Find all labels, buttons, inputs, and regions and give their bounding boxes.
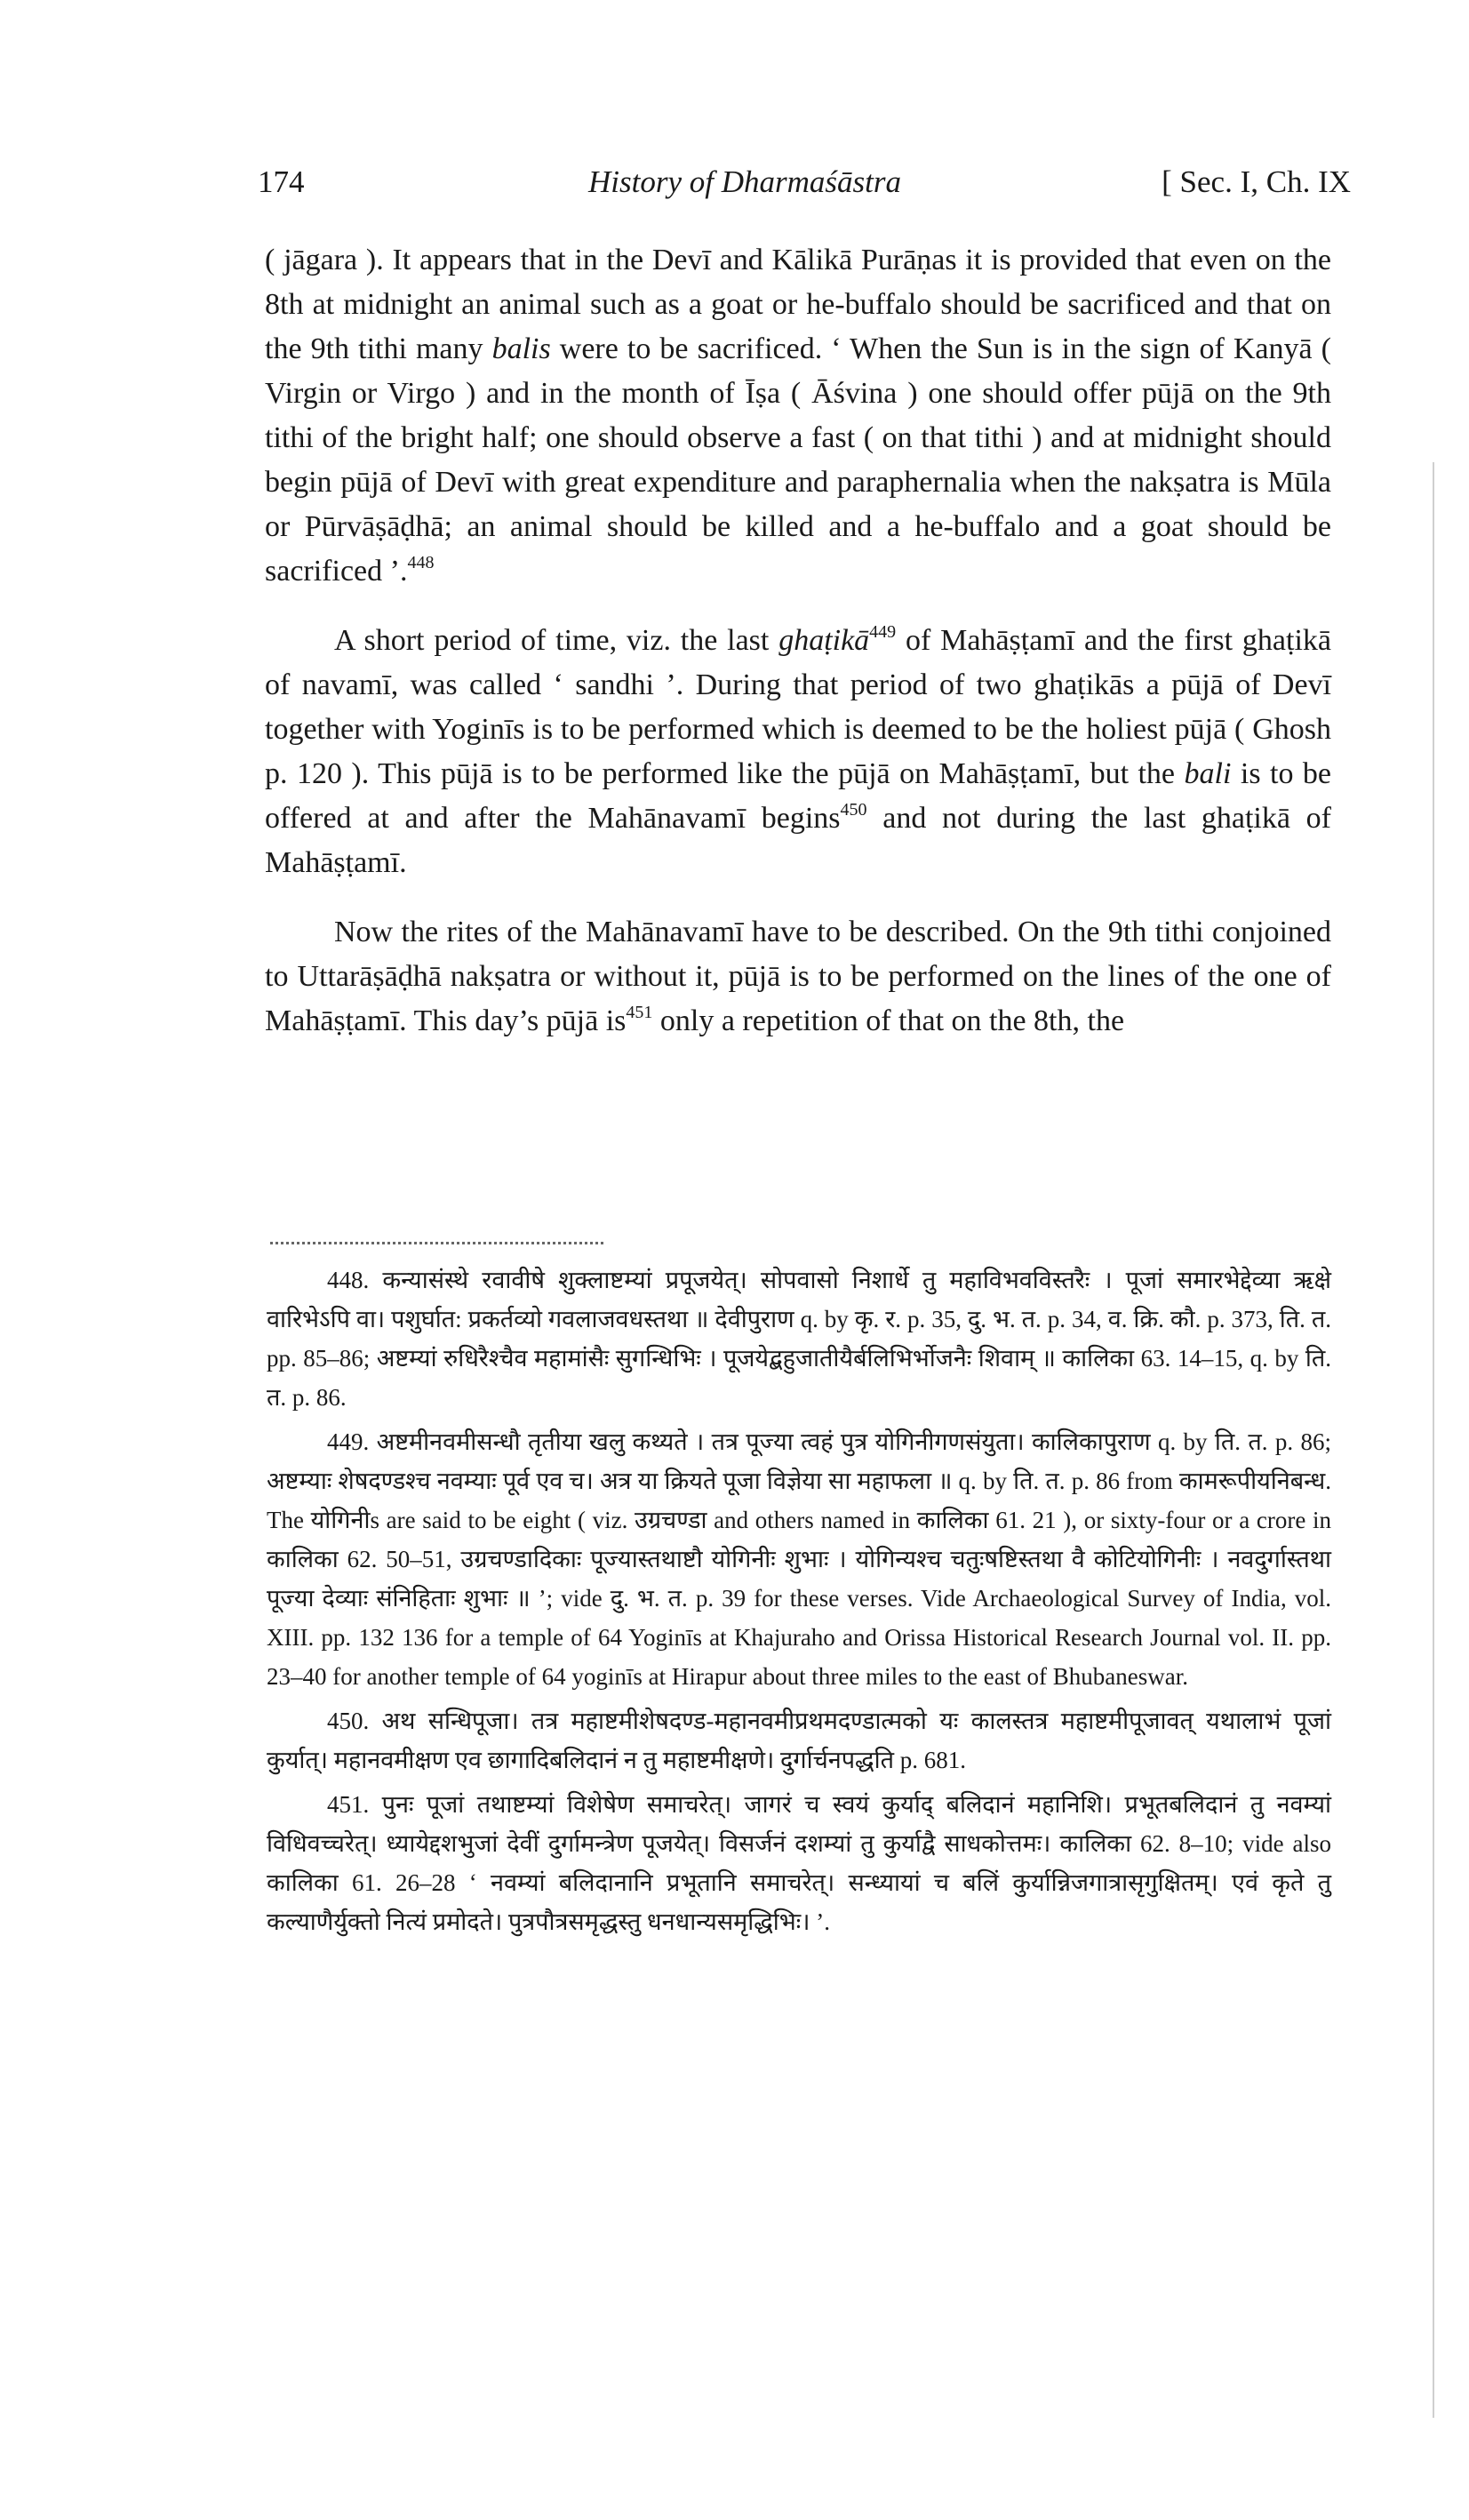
section-label: [ Sec. I, Ch. IX bbox=[1162, 164, 1351, 199]
footnote-450: 450. अथ सन्धिपूजा। तत्र महाष्टमीशेषदण्ड-महानवमीप्रथमदण्डात्मको यः कालस्तत्र महाष्टमीपूजावत् यथालाभं पूजां कुर्यात्। महानवमीक्षण एव छागादिबलिदानं न तु महाष्टमीक्षणे। दुर्गार्चनपद्धति p. 681. bbox=[267, 1708, 1331, 1773]
footnote-449: 449. अष्टमीनवमीसन्धौ तृतीया खलु कथ्यते । तत्र पूज्या त्वहं पुत्र योगिनीगणसंयुता। कालिकापुराण q. by ति. त. p. 86; अष्टम्याः शेषदण्डश्च नवम्याः पूर्व एव च। अत्र या क्रियते पूजा विज्ञेया सा महाफला ॥ q. by ति. त. p. 86 from कामरूपीयनिबन्ध. The योगिनीs are said to be eight ( viz. उग्रचण्डा and others named in कालिका 61. 21 ), or sixty-four or a crore in कालिका 62. 50–51, उग्रचण्डादिकाः पूज्यास्तथाष्टौ योगिनीः शुभाः । योगिन्यश्च चतुःषष्टिस्तथा वै कोटियोगिनीः । नवदुर्गास्तथा पूज्या देव्याः संनिहिताः शुभाः ॥ ’; vide दु. भ. त. p. 39 for these verses. Vide Archaeological Survey of India, vol. XIII. pp. 132 136 for a temple of 64 Yoginīs at Khajuraho and Orissa Historical Research Journal vol. II. pp. 23–40 for another temple of 64 yoginīs at Hirapur about three miles to the east of Bhubaneswar. bbox=[267, 1428, 1331, 1690]
footnote-ref-451: 451 bbox=[626, 1003, 653, 1022]
footnote-448: 448. कन्यासंस्थे रवावीषे शुक्लाष्टम्यां प्रपूजयेत्। सोपवासो निशार्धे तु महाविभवविस्तरैः । पूजां समारभेद्देव्या ऋक्षे वारिभेऽपि वा। पशुर्घात: प्रकर्तव्यो गवलाजवधस्तथा ॥ देवीपुराण q. by कृ. र. p. 35, दु. भ. त. p. 34, व. क्रि. कौ. p. 373, ति. त. pp. 85–86; अष्टम्यां रुधिरैश्चैव महामांसैः सुगन्धिभिः । पूजयेद्बहुजातीयैर्बलिभिर्भोजनैः शिवाम् ॥ कालिका 63. 14–15, q. by ति. त. p. 86. bbox=[267, 1267, 1331, 1411]
paragraph-1: ( jāgara ). It appears that in the Devī and Kālikā Purāṇas it is provided that even on the 8th at midnight an animal such as a goat or he-buffalo should be sacrificed and that on the 9th tithi many balis were to be sacrificed. ‘ When the Sun is in the sign of Kanyā ( Virgin or Virgo ) and in the month of Īṣa ( Āśvina ) one should offer pūjā on the 9th tithi of the bright half; one should observe a fast ( on that tithi ) and at midnight should begin pūjā of Devī with great expenditure and paraphernalia when the nakṣatra is Mūla or Pūrvāṣāḍhā; an animal should be killed and a he-buffalo and a goat should be sacrificed ’.$^{448}$ bbox=[265, 244, 1331, 588]
footnote-ref-448: 448 bbox=[407, 553, 435, 572]
main-text bbox=[265, 238, 1331, 1068]
book-title: History of Dharmaśāstra bbox=[588, 164, 901, 199]
paragraph-2: A short period of time, viz. the last ghaṭikā$^{449}$ of Mahāṣṭamī and the first ghaṭikā of navamī, was called ‘ sandhi ’. During that period of two ghaṭikās a pūjā of Devī together with Yoginīs is to be performed which is deemed to be the holiest pūjā ( Ghosh p. 120 ). This pūjā is to be performed like the pūjā on Mahāṣṭamī, but the bali is to be offered at and after the Mahānavamī begins$^{450}$ and not during the last ghaṭikā of Mahāṣṭamī. bbox=[265, 622, 1332, 879]
footnote-divider bbox=[270, 1242, 603, 1244]
scan-edge-line bbox=[1433, 462, 1434, 2418]
paragraph-3: Now the rites of the Mahānavamī have to be described. On the 9th tithi conjoined to Uttarāṣāḍhā nakṣatra or without it, pūjā is to be performed on the lines of the one of Mahāṣṭamī. This day’s pūjā $is^{451}$ only a repetition of that on the 8th, the bbox=[265, 916, 1331, 1037]
footnotes bbox=[267, 1260, 1331, 1947]
running-header bbox=[258, 164, 1351, 209]
footnote-451: 451. पुनः पूजां तथाष्टम्यां विशेषेण समाचरेत्। जागरं च स्वयं कुर्याद् बलिदानं महानिशि। प्रभूतबलिदानं तु नवम्यां विधिवच्चरेत्। ध्यायेद्दशभुजां देवीं दुर्गामन्त्रेण पूजयेत्। विसर्जनं दशम्यां तु कुर्याद्वै साधकोत्तमः। कालिका 62. 8–10; vide also कालिका 61. 26–28 ‘ नवम्यां बलिदानानि प्रभूतानि समाचरेत्। सन्ध्यायां च बलिं कुर्यान्निजगात्रासृगुक्षितम्। एवं कृते तु कल्याणैर्युक्तो नित्यं प्रमोदते। पुत्रपौत्रसमृद्धस्तु धनधान्यसमृद्धिभिः। ’. bbox=[267, 1791, 1331, 1935]
footnote-ref-449: 449 bbox=[869, 622, 897, 642]
page-number: 174 bbox=[258, 164, 305, 199]
footnote-ref-450: 450 bbox=[840, 800, 867, 820]
